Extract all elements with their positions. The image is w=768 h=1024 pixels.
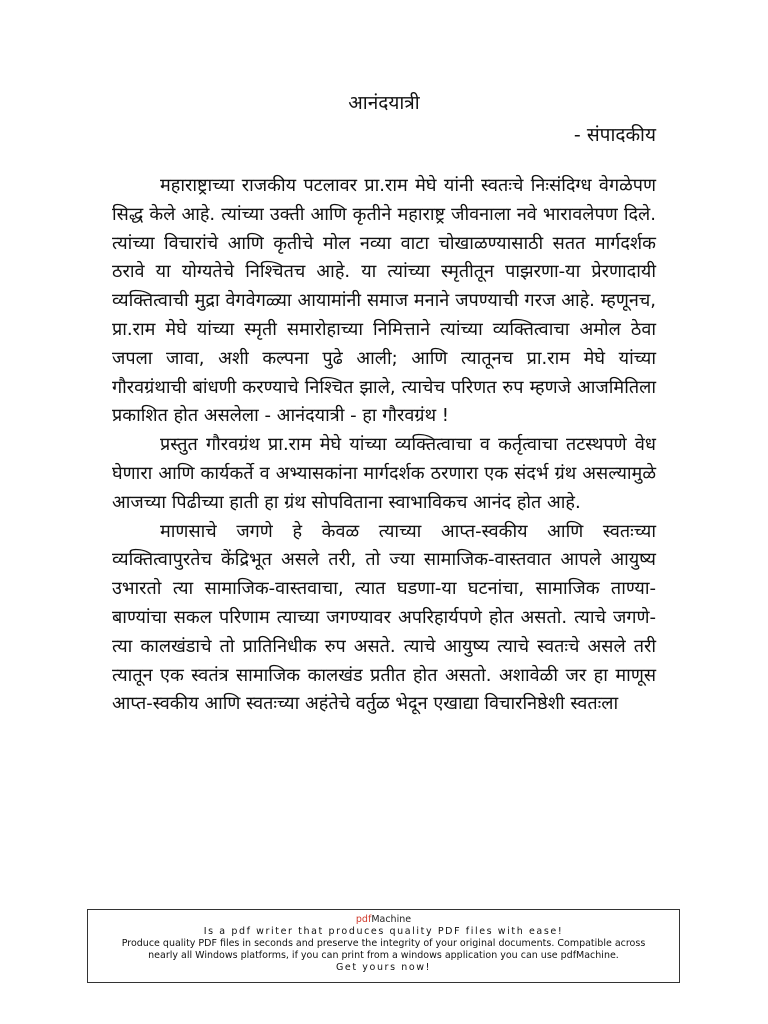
document-body (112, 172, 656, 719)
body-paragraph: प्रस्तुत गौरवग्रंथ प्रा.राम मेघे यांच्या व्यक्तित्वाचा व कर्तृत्वाचा तटस्थपणे वेध घेणारा आणि कार्यकर्ते व अभ्यासकांना मार्गदर्शक ठरणारा एक संदर्भ ग्रंथ असल्यामुळे आजच्या पिढीच्या हाती हा ग्रंथ सोपविताना स्वाभाविकच आनंद होत आहे. (112, 434, 656, 513)
document-byline: - संपादकीय (573, 124, 656, 146)
footer-tagline: Is a pdf writer that produces quality PDF files with ease! (203, 926, 564, 937)
body-paragraph: माणसाचे जगणे हे केवळ त्याच्या आप्त-स्वकीय आणि स्वतःच्या व्यक्तित्वापुरतेच केंद्रिभूत असले तरी, तो ज्या सामाजिक-वास्तवात आपले आयुष्य उभारतो त्या सामाजिक-वास्तवाचा, त्यात घडणा-या घटनांचा, सामाजिक ताण्या-बाण्यांचा सकल परिणाम त्याच्या जगण्यावर अपरिहार्यपणे होत असतो. त्याचे जगणे- त्या कालखंडाचे तो प्रातिनिधीक रुप असते. त्याचे आयुष्य त्याचे स्वतःचे असले तरी त्यातून एक स्वतंत्र सामाजिक कालखंड प्रतीत होत असतो. अशावेळी जर हा माणूस आप्त-स्वकीय आणि स्वतःच्या अहंतेचे वर्तुळ भेदून एखाद्या विचारनिष्ठेशी स्वतःला (112, 520, 656, 715)
brand-suffix: Machine (371, 914, 412, 925)
pdfmachine-footer-banner (87, 909, 680, 983)
brand-prefix: pdf (355, 914, 372, 925)
footer-description-line-2: nearly all Windows platforms, if you can print from a windows application you can use pdfMachine. (148, 950, 619, 961)
footer-description-line-1: Produce quality PDF files in seconds and preserve the integrity of your original documents. Compatible across (121, 938, 646, 949)
pdfmachine-logo-text (88, 914, 679, 926)
document-title: आनंदयात्री (348, 92, 420, 114)
body-paragraph: महाराष्ट्राच्या राजकीय पटलावर प्रा.राम मेघे यांनी स्वतःचे निःसंदिग्ध वेगळेपण सिद्ध केले आहे. त्यांच्या उक्ती आणि कृतीने महाराष्ट्र जीवनाला नवे भारावलेपण दिले. त्यांच्या विचारांचे आणि कृतीचे मोल नव्या वाटा चोखाळण्यासाठी सतत मार्गदर्शक ठरावे या योग्यतेचे निश्चितच आहे. या त्यांच्या स्मृतीतून पाझरणा-या प्रेरणादायी व्यक्तित्वाची मुद्रा वेगवेगळ्या आयामांनी समाज मनाने जपण्याची गरज आहे. म्हणूनच, प्रा.राम मेघे यांच्या स्मृती समारोहाच्या निमित्ताने त्यांच्या व्यक्तित्वाचा अमोल ठेवा जपला जावा, अशी कल्पना पुढे आली; आणि त्यातूनच प्रा.राम मेघे यांच्या गौरवग्रंथाची बांधणी करण्याचे निश्चित झाले, त्याचेच परिणत रुप म्हणजे आजमितिला प्रकाशित होत असलेला - आनंदयात्री - हा गौरवग्रंथ ! (112, 175, 656, 427)
footer-cta: Get yours now! (335, 962, 432, 973)
